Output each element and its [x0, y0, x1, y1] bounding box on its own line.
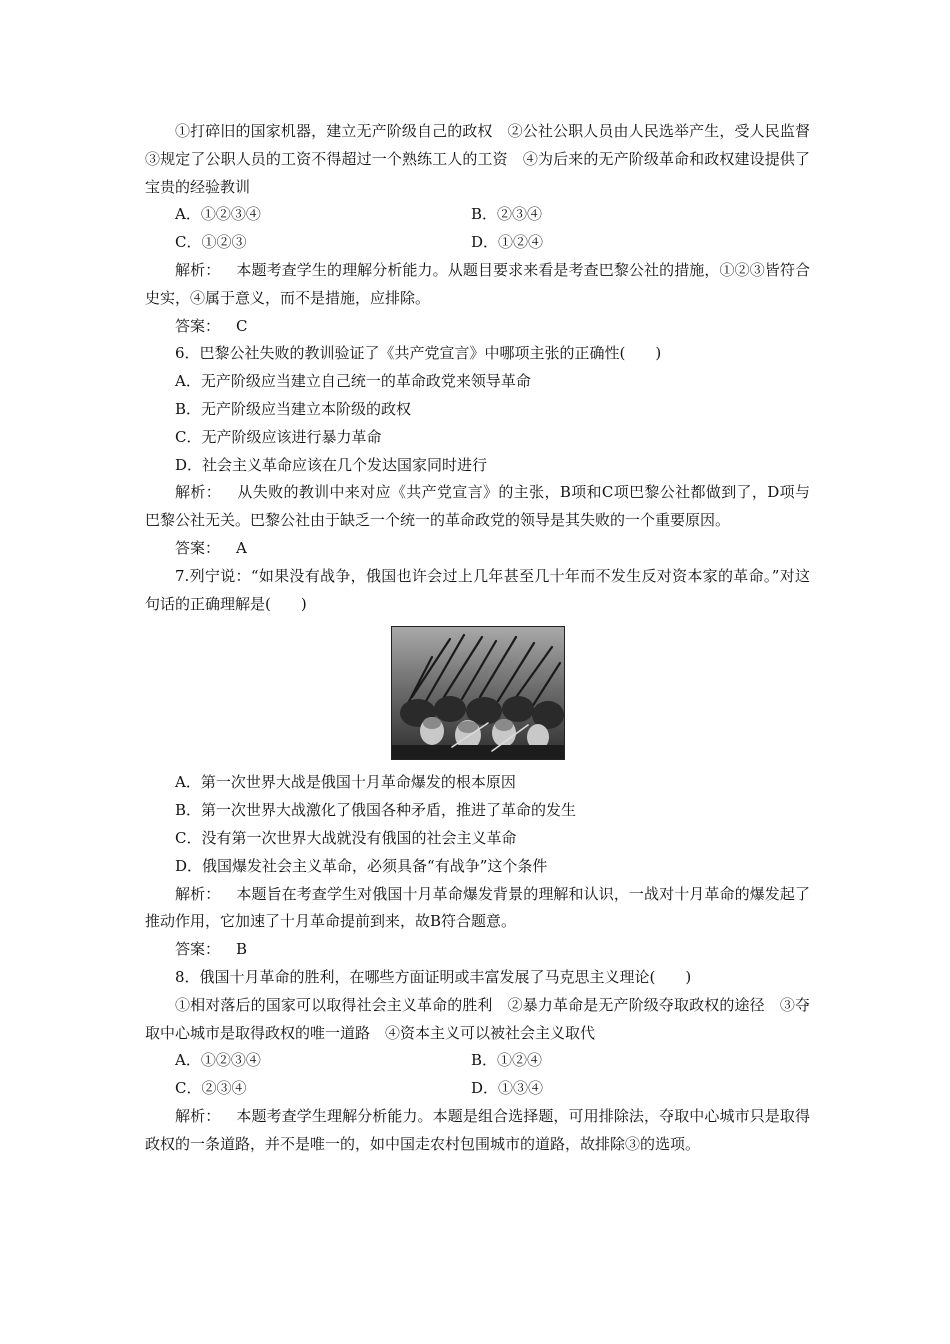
question-5-analysis — [145, 257, 810, 313]
question-5-statements: ①打碎旧的国家机器，建立无产阶级自己的政权 ②公社公职人员由人民选举产生，受人民监督 ③规定了公职人员的工资不得超过一个熟练工人的工资 ④为后来的无产阶级革命和政权建设提供了宝贵的经验教训 — [145, 122, 826, 196]
analysis-label: 解析： — [175, 1106, 221, 1125]
question-6-answer — [145, 535, 810, 563]
document-page — [145, 118, 826, 1159]
option-c: C．②③④ — [175, 1079, 247, 1098]
answer-label: 答案： — [175, 940, 221, 959]
option-b: B．①②④ — [471, 1051, 543, 1070]
analysis-text: 本题考查学生理解分析能力。本题是组合选择题，可用排除法，夺取中心城市只是取得政权的一条道路，并不是唯一的，如中国走农村包围城市的道路，故排除③的选项。 — [145, 1106, 810, 1153]
question-7-analysis — [145, 881, 810, 937]
answer-label: 答案： — [175, 538, 221, 557]
answer-value: A — [236, 538, 247, 557]
question-5-options-cd — [145, 229, 810, 257]
analysis-text: 本题旨在考查学生对俄国十月革命爆发背景的理解和认识，一战对十月革命的爆发起了推动作用，它加速了十月革命提前到来，故B符合题意。 — [145, 884, 810, 931]
question-6-option-d: D．社会主义革命应该在几个发达国家同时进行 — [175, 455, 488, 474]
answer-label: 答案： — [175, 316, 221, 335]
question-7-option-d: D．俄国爆发社会主义革命，必须具备“有战争”这个条件 — [175, 856, 548, 875]
question-7-option-b: B．第一次世界大战激化了俄国各种矛盾，推进了革命的发生 — [175, 801, 577, 820]
analysis-label: 解析： — [175, 260, 221, 279]
question-8-options-ab — [145, 1047, 810, 1075]
answer-value: B — [236, 940, 248, 959]
question-6-option-b: B．无产阶级应当建立本阶级的政权 — [175, 399, 412, 418]
analysis-text: 本题考查学生的理解分析能力。从题目要求来看是考查巴黎公社的措施，①②③皆符合史实，④属于意义，而不是措施，应排除。 — [145, 260, 810, 307]
option-b: B．②③④ — [471, 205, 543, 224]
question-7-answer — [145, 936, 810, 964]
question-5-answer — [145, 313, 810, 341]
question-6-option-c: C．无产阶级应该进行暴力革命 — [175, 427, 382, 446]
question-8-options-cd — [145, 1075, 810, 1103]
analysis-label: 解析： — [175, 483, 222, 502]
revolution-photo — [391, 626, 565, 760]
question-8-statements: ①相对落后的国家可以取得社会主义革命的胜利 ②暴力革命是无产阶级夺取政权的途径 ③夺取中心城市是取得政权的唯一道路 ④资本主义可以被社会主义取代 — [145, 995, 810, 1042]
question-8-analysis — [145, 1103, 810, 1159]
option-a: A．①②③④ — [175, 205, 261, 224]
option-d: D．①②④ — [471, 233, 544, 252]
answer-value: C — [236, 316, 248, 335]
question-8-stem: 8．俄国十月革命的胜利，在哪些方面证明或丰富发展了马克思主义理论( ) — [175, 967, 692, 986]
question-7-option-a: A．第一次世界大战是俄国十月革命爆发的根本原因 — [175, 773, 516, 792]
question-7-option-c: C．没有第一次世界大战就没有俄国的社会主义革命 — [175, 828, 517, 847]
analysis-text: 从失败的教训中来对应《共产党宣言》的主张，B项和C项巴黎公社都做到了，D项与巴黎公社无关。巴黎公社由于缺乏一个统一的革命政党的领导是其失败的一个重要原因。 — [145, 483, 810, 530]
question-6-option-a: A．无产阶级应当建立自己统一的革命政党来领导革命 — [175, 372, 531, 391]
question-6-analysis — [145, 479, 810, 535]
question-7-stem: 7.列宁说：“如果没有战争，俄国也许会过上几年甚至几十年而不发生反对资本家的革命。”对这句话的正确理解是( ) — [145, 566, 810, 613]
question-6-stem: 6．巴黎公社失败的教训验证了《共产党宣言》中哪项主张的正确性( ) — [175, 344, 662, 363]
option-d: D．①③④ — [471, 1079, 544, 1098]
option-a: A．①②③④ — [175, 1051, 261, 1070]
analysis-label: 解析： — [175, 884, 221, 903]
question-7-figure — [145, 626, 810, 760]
question-5-options-ab — [145, 201, 810, 229]
option-c: C．①②③ — [175, 233, 247, 252]
